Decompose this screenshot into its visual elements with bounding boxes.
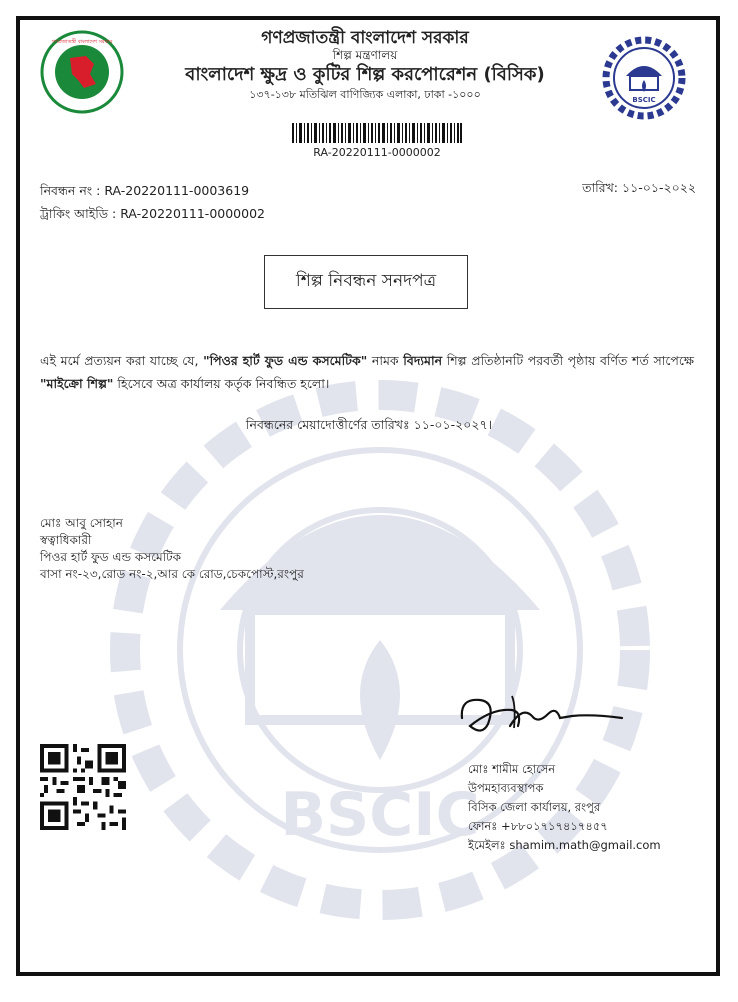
signer-designation: উপমহাব্যবস্থাপক: [468, 781, 544, 795]
signer-office: বিসিক জেলা কার্যালয়, রংপুর: [468, 800, 601, 814]
registration-label: নিবন্ধন নং :: [40, 183, 101, 198]
ministry-name: শিল্প মন্ত্রণালয়: [332, 48, 398, 62]
expiry-date: নিবন্ধনের মেয়াদোত্তীর্ণের তারিখঃ ১১-০১-২০২৭।: [245, 417, 493, 432]
body-part-4: হিসেবে অত্র কার্যালয় কর্তৃক নিবন্ধিত হলো।: [113, 376, 330, 391]
owner-block: [40, 515, 304, 583]
signer-block: [468, 760, 661, 855]
tracking-label: ট্রাকিং আইডি :: [40, 206, 117, 221]
body-part-3: শিল্প প্রতিষ্ঠানটি পরবর্তী পৃষ্ঠায় বর্ণিত শর্ত সাপেক্ষে: [442, 353, 695, 368]
signer-name: মোঃ শামীম হোসেন: [468, 762, 556, 776]
government-name: গণপ্রজাতন্ত্রী বাংলাদেশ সরকার: [261, 28, 469, 48]
certificate-body: [40, 349, 694, 395]
certificate-header: [130, 28, 600, 103]
body-part-1: এই মর্মে প্রত্যয়ন করা যাচ্ছে যে,: [40, 353, 204, 368]
industry-category: "মাইক্রো শিল্প": [40, 376, 114, 391]
owner-company: পিওর হার্ট ফুড এন্ড কসমেটিক: [40, 550, 182, 564]
owner-role: স্বত্বাধিকারী: [40, 533, 92, 547]
owner-address: বাসা নং-২৩,রোড নং-২,আর কে রোড,চেকপোস্ট,রংপুর: [40, 567, 304, 581]
signer-email: ইমেইলঃ shamim.math@gmail.com: [468, 838, 661, 852]
qr-code: [40, 744, 126, 830]
barcode-number: RA-20220111-0000002: [313, 146, 441, 159]
registration-number: RA-20220111-0003619: [104, 183, 250, 198]
seal-text: গণপ্রজাতন্ত্রী বাংলাদেশ সরকার: [51, 39, 113, 45]
barcode: [292, 123, 462, 143]
certificate-title: শিল্প নিবন্ধন সনদপত্র: [264, 255, 468, 309]
tracking-id: RA-20220111-0000002: [120, 206, 265, 221]
corporation-address: ১৩৭-১৩৮ মতিঝিল বাণিজ্যিক এলাকা, ঢাকা -১০০০: [249, 88, 481, 101]
issue-date-line: [582, 180, 696, 200]
tracking-id-line: [40, 203, 265, 225]
industry-status: বিদ্যমান: [403, 353, 443, 368]
corporation-name: বাংলাদেশ ক্ষুদ্র ও কুটির শিল্প করপোরেশন (বিসিক): [185, 64, 545, 85]
body-part-2: নামক: [367, 353, 404, 368]
company-name: "পিওর হার্ট ফুড এন্ড কসমেটিক": [203, 353, 368, 368]
issue-date: ১১-০১-২০২২: [622, 180, 696, 195]
signer-phone: ফোনঃ +৮৮০১৭১৭৪১৭৪৫৭: [468, 819, 608, 833]
bscic-logo: [602, 36, 686, 120]
watermark-text: BSCIC: [280, 780, 480, 850]
signature: [452, 688, 632, 744]
registration-number-line: [40, 180, 249, 202]
owner-name: মোঃ আবু সোহান: [40, 516, 123, 530]
date-label: তারিখ:: [582, 180, 619, 195]
bscic-logo-text: BSCIC: [632, 96, 656, 104]
government-seal: [40, 30, 124, 114]
